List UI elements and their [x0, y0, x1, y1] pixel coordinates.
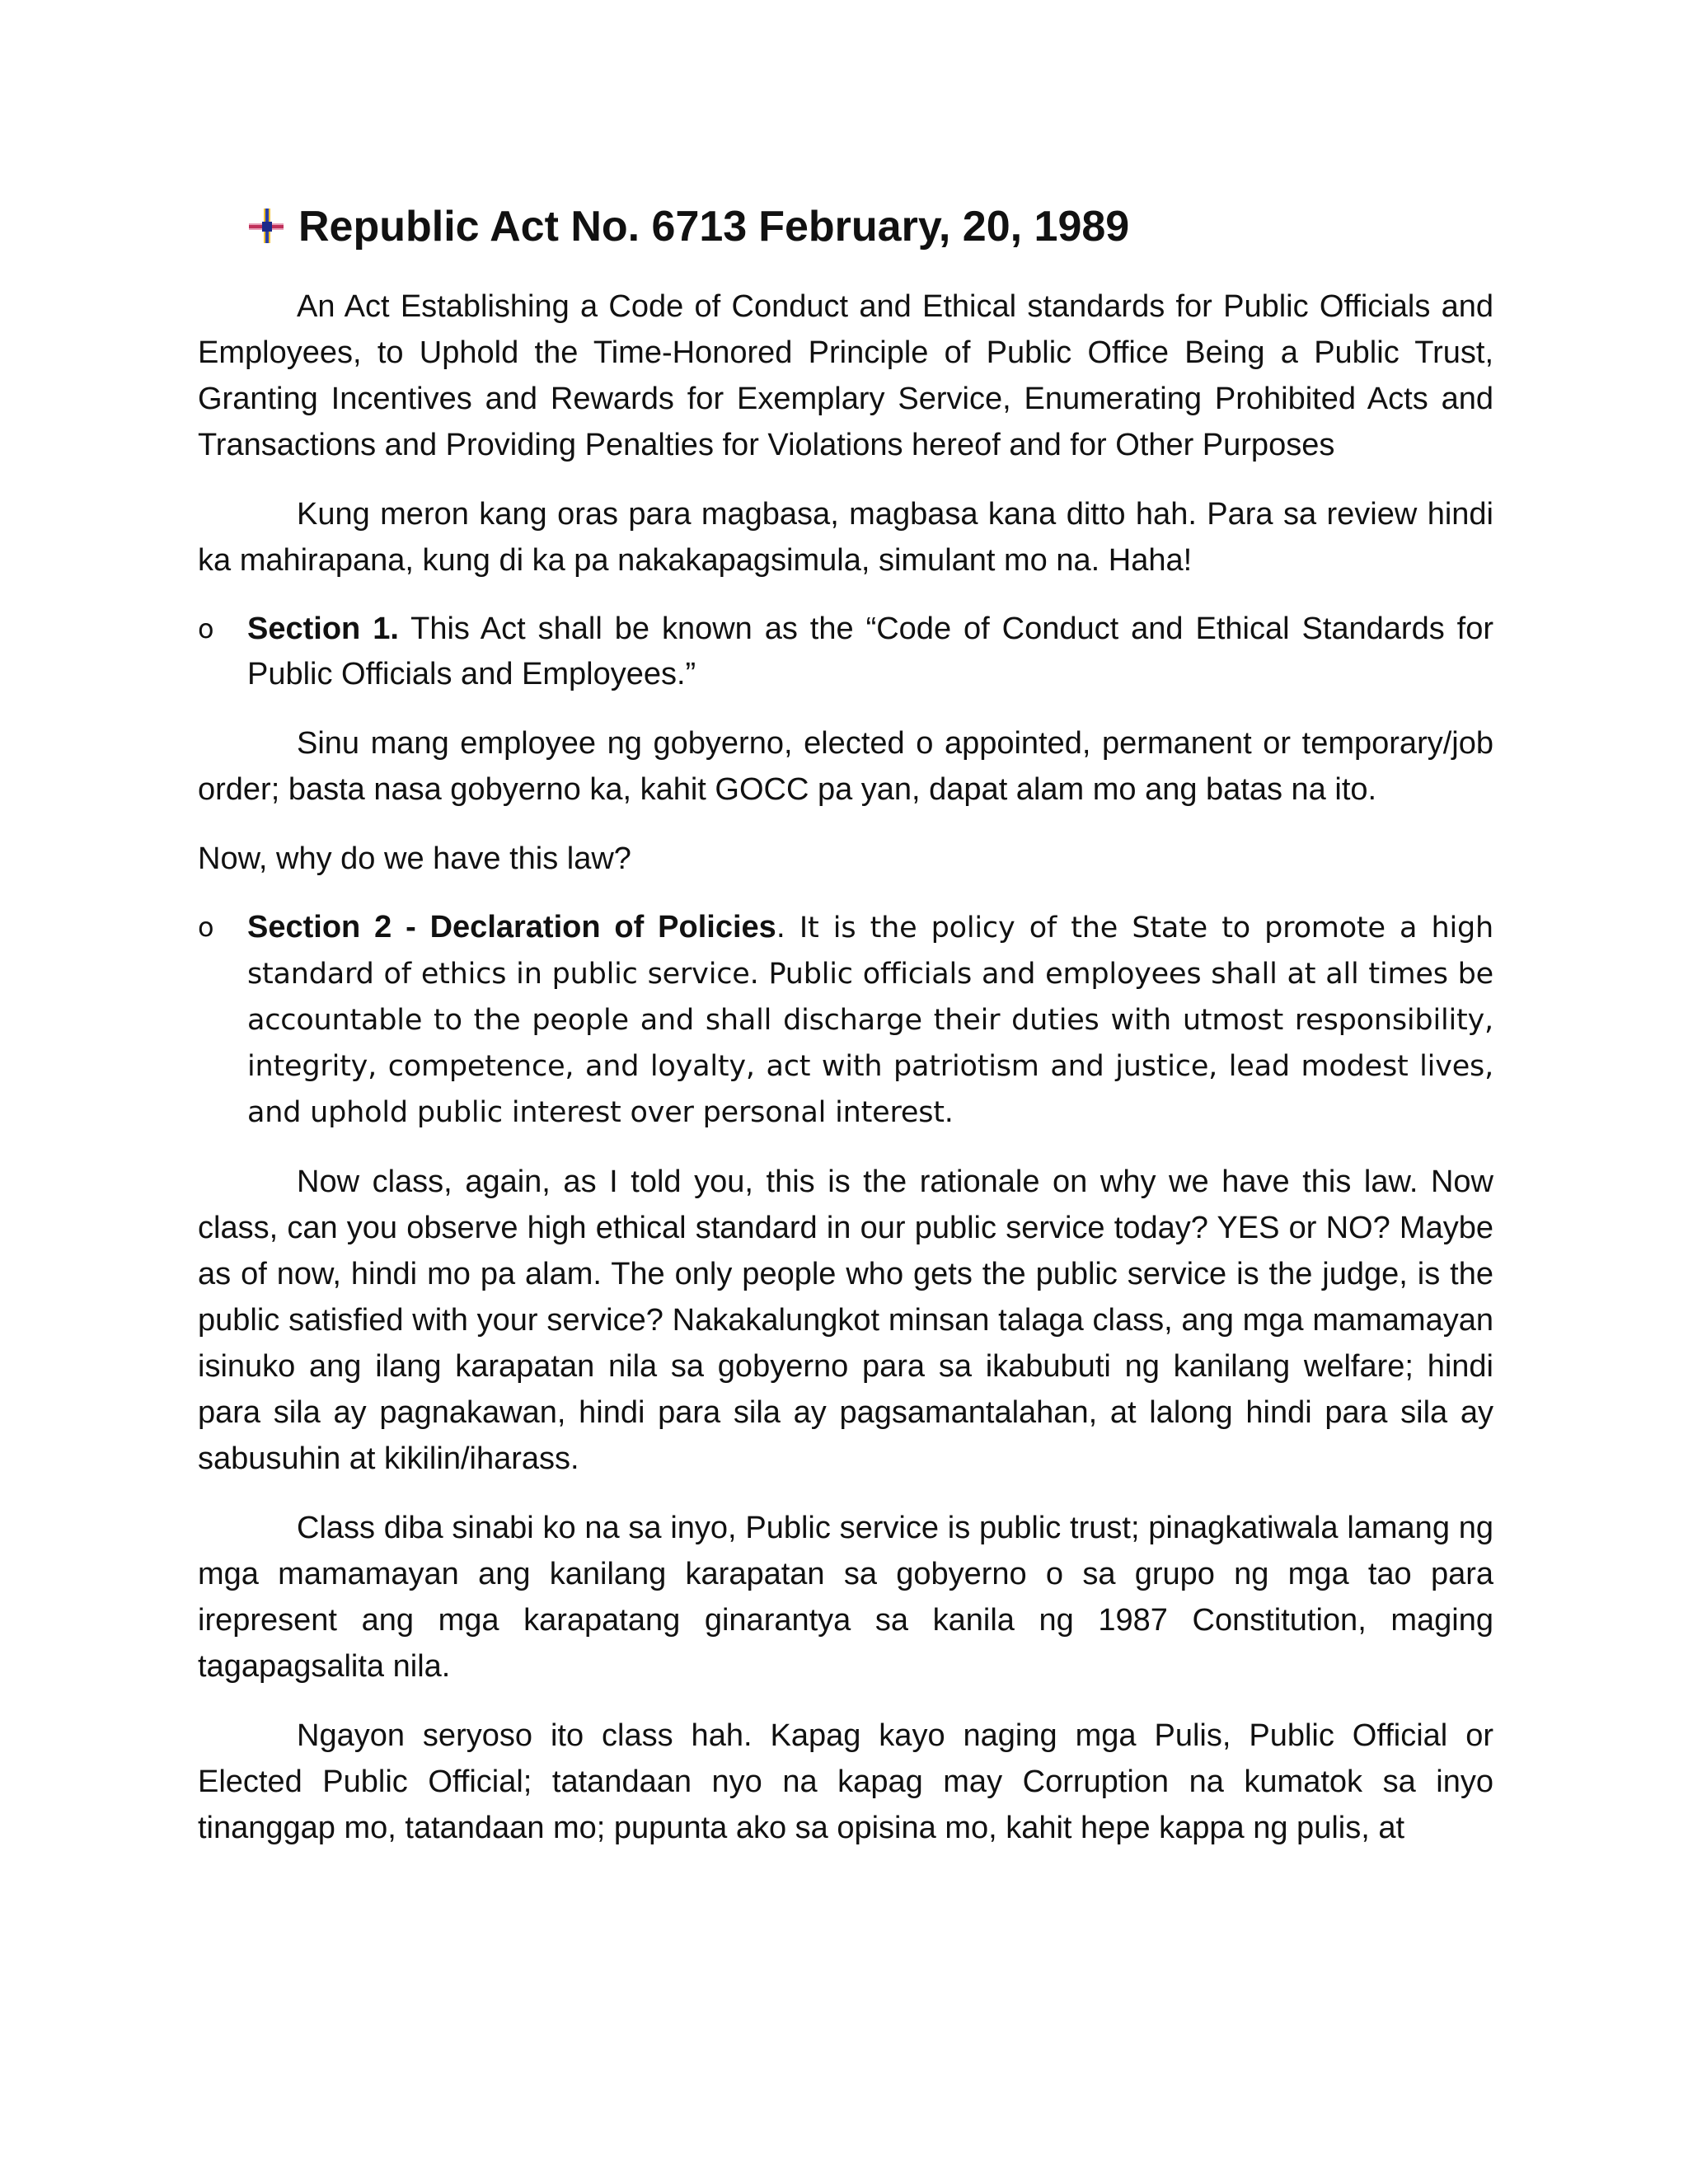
rationale-paragraph: Now class, again, as I told you, this is the rationale on why we have this law. Now class, can you observe high ethical standard in our public service today? YES or NO? Maybe as of now, hindi mo pa alam. The only people who gets the public service is the judge, is the public satisfied with your service? Nakakalungkot minsan talaga class, ang mga mamamayan isinuko ang ilang karapatan nila sa gobyerno para sa ikabubuti ng kanilang welfare; hindi para sila ay pagnakawan, hindi para sila ay pagsamantalahan, at lalong hindi para sila ay sabusuhin at kikilin/iharass. [198, 1165, 1493, 1476]
bullet-marker: o [198, 613, 214, 644]
section-1-text: This Act shall be known as the “Code of Conduct and Ethical Standards for Public Officials and Employees.” [247, 612, 1493, 691]
review-note-paragraph: Kung meron kang oras para magbasa, magbasa kana ditto hah. Para sa review hindi ka mahirapana, kung di ka pa nakakapagsimula, simulant mo na. Haha! [198, 497, 1493, 578]
act-number: Republic Act No. 6713 [298, 203, 748, 251]
section-2-heading: Section 2 - Declaration of Policies [247, 910, 776, 944]
pushpin-icon [246, 205, 288, 248]
act-date: February, 20, 1989 [758, 203, 1130, 251]
bullet-marker: o [198, 912, 214, 943]
intro-paragraph: An Act Establishing a Code of Conduct and Ethical standards for Public Officials and Employees, to Uphold the Time-Honored Principle of Public Office Being a Public Trust, Granting Incentives and Rewards for Exemplary Service, Enumerating Prohibited Acts and Transactions and Providing Penalties for Violations hereof and for Other Purposes [198, 289, 1493, 462]
public-trust-paragraph: Class diba sinabi ko na sa inyo, Public service is public trust; pinagkatiwala lamang ng mga mamamayan ang kanilang karapatan sa gobyerno o sa grupo ng mga tao para irepresent ang mga karapatang ginarantya sa kanila ng 1987 Constitution, maging tagapagsalita nila. [198, 1511, 1493, 1684]
section-2-text: . It is the policy of the State to promote a high standard of ethics in public service. Public officials and employees shall at all times be accountable to the people and shall discharge their duties with utmost responsibility, integrity, competence, and loyalty, act with patriotism and justice, lead modest lives, and uphold public interest over personal interest. [247, 912, 1493, 1129]
section-1-heading: Section 1. [247, 612, 399, 646]
document-title [246, 198, 1493, 255]
section-2-item [198, 905, 1493, 1136]
section-1-item [198, 607, 1493, 697]
warning-paragraph: Ngayon seryoso ito class hah. Kapag kayo naging mga Pulis, Public Official or Elected Public Official; tatandaan nyo na kapag may Corruption na kumatok sa inyo tinanggap mo, tatandaan mo; pupunta ako sa opisina mo, kahit hepe kappa ng pulis, at [198, 1718, 1493, 1845]
employee-note-paragraph: Sinu mang employee ng gobyerno, elected o appointed, permanent or temporary/job order; basta nasa gobyerno ka, kahit GOCC pa yan, dapat alam mo ang batas na ito. [198, 726, 1493, 807]
why-question-paragraph: Now, why do we have this law? [198, 841, 631, 876]
document-page [198, 198, 1493, 1874]
